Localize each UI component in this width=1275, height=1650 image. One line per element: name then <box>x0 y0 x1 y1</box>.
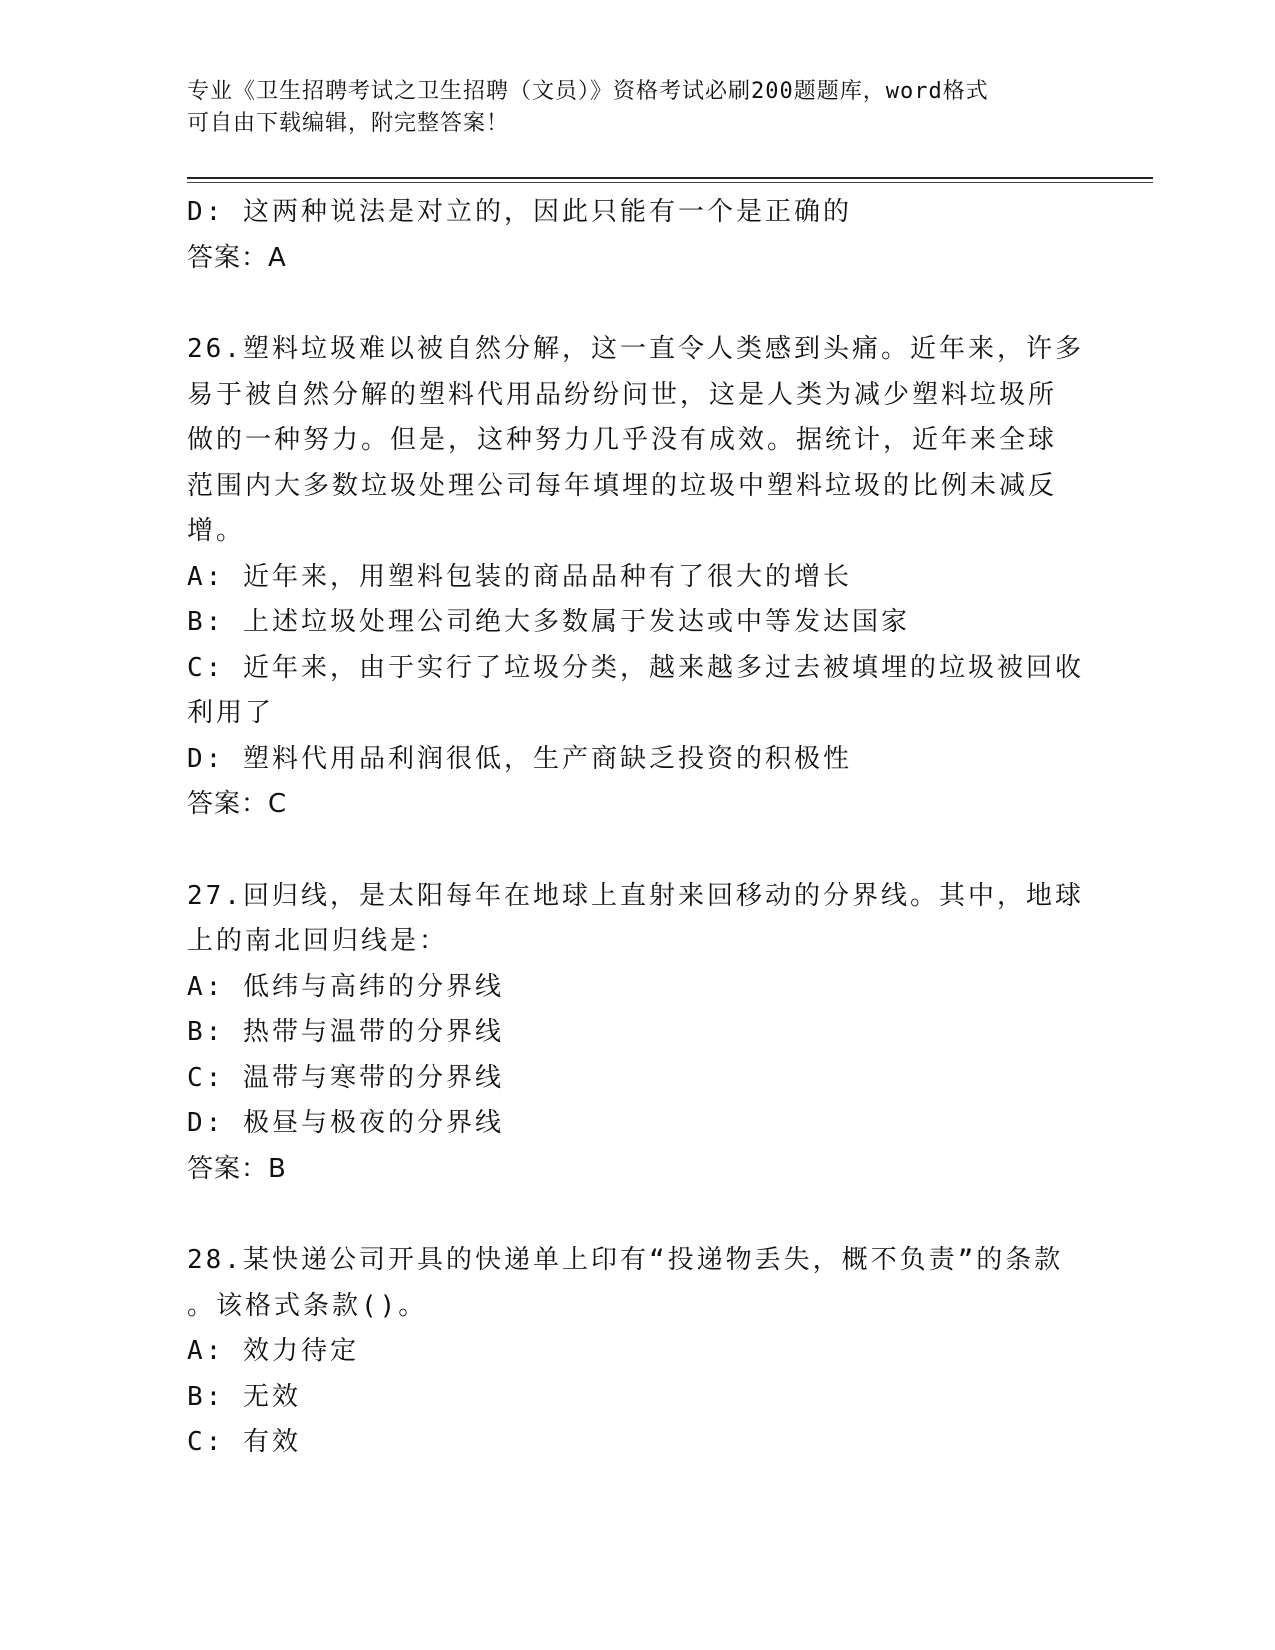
question-stem-line: 。该格式条款()。 <box>187 1290 428 1321</box>
question-27 <box>187 874 1084 1193</box>
question-26 <box>187 327 1084 828</box>
header-line: 可自由下载编辑，附完整答案！ <box>187 111 510 136</box>
question-stem-line: 28.某快递公司开具的快递单上印有“投递物丢失，概不负责”的条款 <box>187 1245 1064 1275</box>
option-c-continued: 利用了 <box>187 698 275 728</box>
question-stem-line: 增。 <box>187 516 246 546</box>
answer: 答案：C <box>187 789 288 819</box>
answer: 答案：A <box>187 242 287 273</box>
option-c: C: 近年来，由于实行了垃圾分类，越来越多过去被填埋的垃圾被回收 <box>187 652 1084 683</box>
option-d: D: 极昼与极夜的分界线 <box>187 1108 504 1138</box>
header-line: 专业《卫生招聘考试之卫生招聘（文员）》资格考试必刷200题题库，word格式 <box>187 79 989 104</box>
option-b: B: 无效 <box>187 1381 301 1412</box>
option-c: C: 温带与寒带的分界线 <box>187 1062 504 1093</box>
question-stem-line: 做的一种努力。但是，这种努力几乎没有成效。据统计，近年来全球 <box>187 425 1058 455</box>
option-b: B: 热带与温带的分界线 <box>187 1017 504 1047</box>
option-b: B: 上述垃圾处理公司绝大多数属于发达或中等发达国家 <box>187 607 910 637</box>
option-d: D: 塑料代用品利润很低，生产商缺乏投资的积极性 <box>187 743 852 774</box>
option-c: C: 有效 <box>187 1427 301 1457</box>
question-stem-line: 易于被自然分解的塑料代用品纷纷问世，这是人类为减少塑料垃圾所 <box>187 379 1058 410</box>
option-a: A: 低纬与高纬的分界线 <box>187 971 504 1002</box>
question-stem-line: 27.回归线，是太阳每年在地球上直射来回移动的分界线。其中，地球 <box>187 880 1084 911</box>
option-a: A: 效力待定 <box>187 1336 359 1366</box>
option-a: A: 近年来，用塑料包装的商品品种有了很大的增长 <box>187 561 852 592</box>
question-stem-line: 上的南北回归线是： <box>187 926 449 956</box>
question-stem-line: 26.塑料垃圾难以被自然分解，这一直令人类感到头痛。近年来，许多 <box>187 334 1084 364</box>
page-header <box>187 76 1067 140</box>
question-stem-line: 范围内大多数垃圾处理公司每年填埋的垃圾中塑料垃圾的比例未减反 <box>187 470 1058 501</box>
header-divider <box>187 182 1153 183</box>
answer: 答案：B <box>187 1153 287 1184</box>
previous-question-tail <box>187 190 1077 281</box>
question-28 <box>187 1238 1077 1466</box>
header-divider <box>187 177 1153 179</box>
question-content <box>187 190 1084 1466</box>
option-d: D: 这两种说法是对立的，因此只能有一个是正确的 <box>187 197 852 227</box>
